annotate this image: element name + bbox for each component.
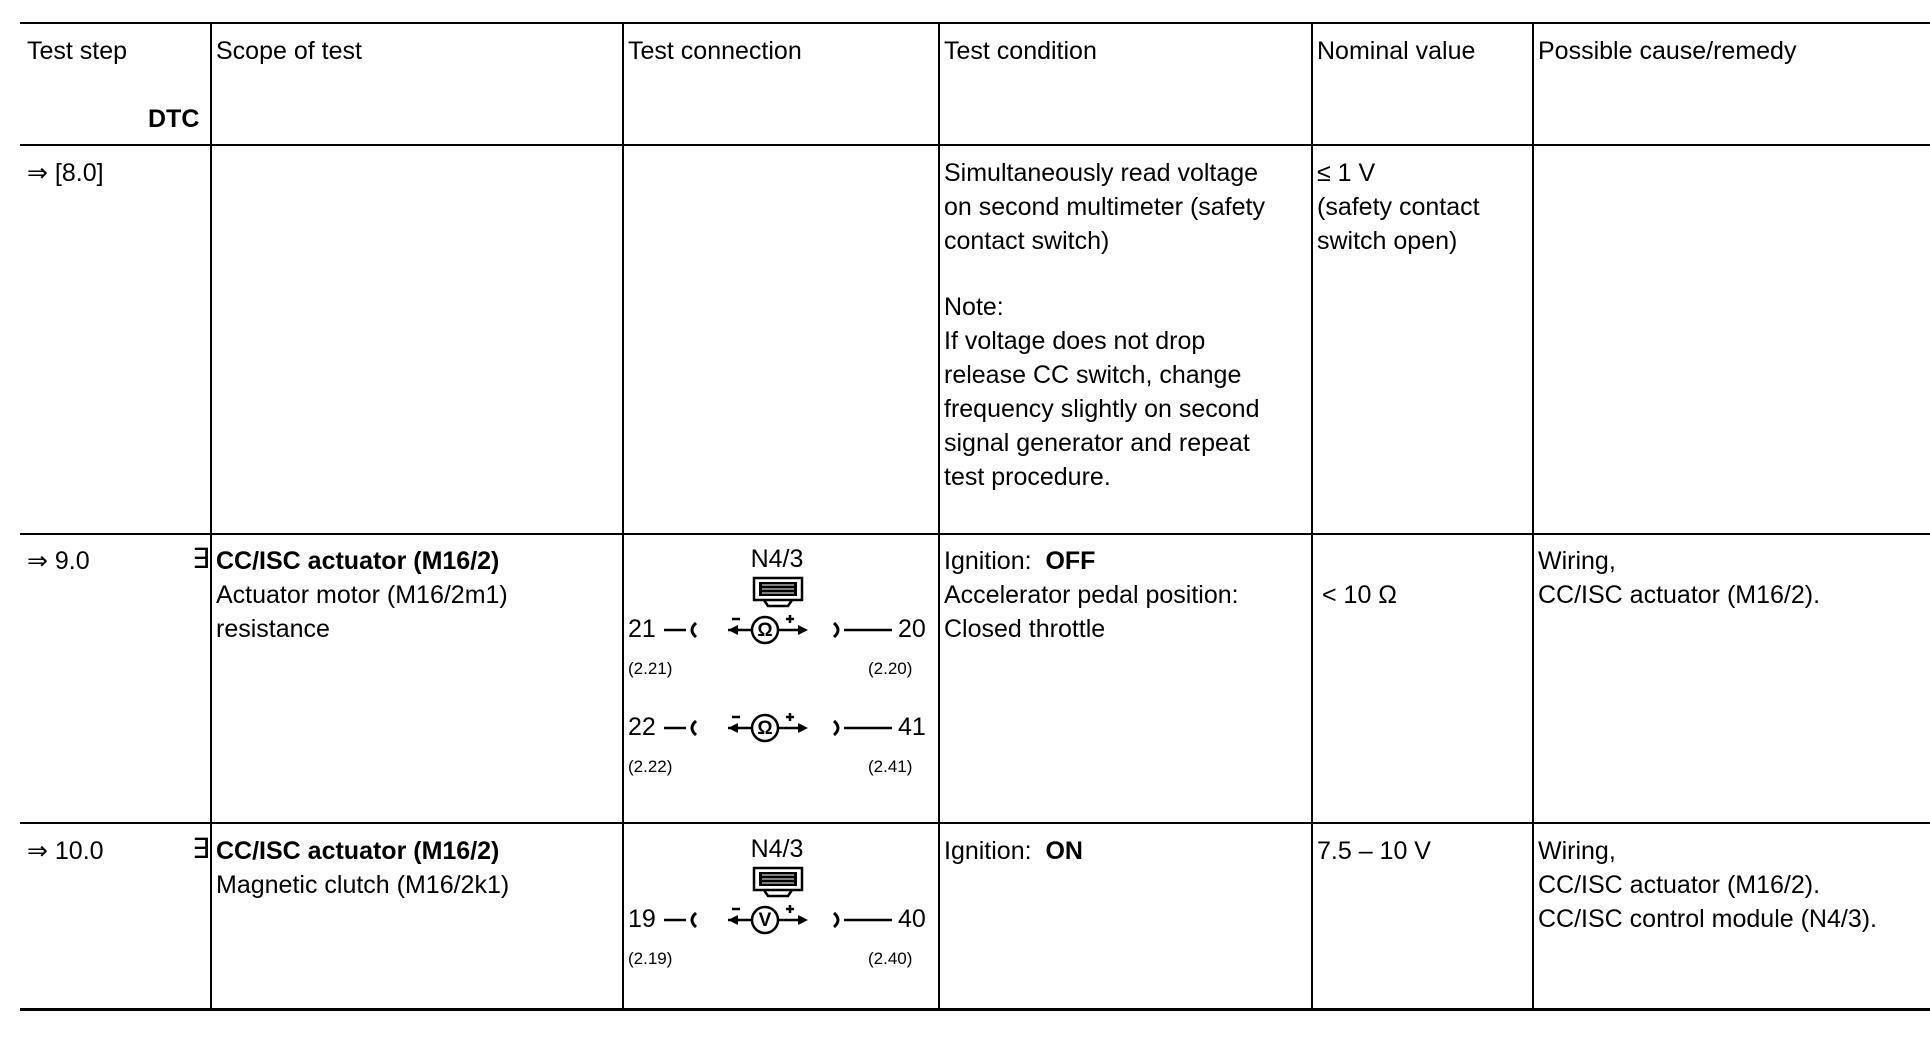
connector-icon — [752, 576, 804, 608]
test-step-10-0: ⇒ 10.0 — [27, 837, 104, 865]
remedy-9-0 — [1538, 544, 1820, 612]
test-step-8-0: ⇒ [8.0] — [27, 159, 104, 187]
remedy-line: Wiring, — [1538, 547, 1616, 575]
condition-ignition — [944, 544, 1239, 578]
column-divider — [210, 22, 212, 1010]
left-pin: 22 — [628, 713, 656, 741]
left-pin: 21 — [628, 615, 656, 643]
left-pin-ref: (2.22) — [628, 757, 673, 776]
ignition-label: Ignition: — [944, 837, 1032, 865]
scope-title: CC/ISC actuator (M16/2) — [216, 547, 500, 575]
header-dtc: DTC — [148, 105, 200, 133]
row-divider — [20, 822, 1930, 824]
condition-line: on second multimeter (safety — [944, 193, 1265, 221]
right-pin: 20 — [898, 615, 926, 643]
header-condition: Test condition — [944, 37, 1097, 65]
header-remedy: Possible cause/remedy — [1538, 37, 1797, 65]
table-bottom-rule — [20, 1008, 1930, 1011]
remedy-line: CC/ISC actuator (M16/2). — [1538, 581, 1821, 609]
note-line: frequency slightly on second — [944, 395, 1260, 423]
right-pin: 41 — [898, 713, 926, 741]
note-line: test procedure. — [944, 463, 1111, 491]
note-line: signal generator and repeat — [944, 429, 1250, 457]
ignition-label: Ignition: — [944, 547, 1032, 575]
scope-line: Magnetic clutch (M16/2k1) — [216, 871, 510, 899]
condition-line: contact switch) — [944, 227, 1110, 255]
remedy-line: CC/ISC actuator (M16/2). — [1538, 871, 1821, 899]
header-connection: Test connection — [628, 37, 802, 65]
test-connection-diagram-10-0 — [626, 830, 928, 980]
note-title: Note: — [944, 293, 1004, 321]
table-top-rule — [20, 22, 1930, 24]
nominal-line: switch open) — [1317, 227, 1458, 255]
test-condition-8-0 — [944, 156, 1265, 494]
scope-title: CC/ISC actuator (M16/2) — [216, 837, 500, 865]
left-pin-ref: (2.21) — [628, 659, 673, 678]
ignition-state: ON — [1045, 837, 1083, 865]
scope-line: resistance — [216, 615, 330, 643]
header-nominal: Nominal value — [1317, 37, 1476, 65]
remedy-line: CC/ISC control module (N4/3). — [1538, 905, 1878, 933]
right-pin-ref: (2.41) — [868, 757, 913, 776]
nominal-line: ≤ 1 V — [1317, 159, 1376, 187]
right-pin: 40 — [898, 905, 926, 933]
connector-label: N4/3 — [750, 835, 804, 863]
column-divider — [1532, 22, 1534, 1010]
meter-symbol: V — [758, 910, 772, 931]
scope-of-test-9-0 — [216, 544, 508, 646]
connector-icon — [752, 866, 804, 898]
nominal-line: (safety contact — [1317, 193, 1480, 221]
right-pin-ref: (2.20) — [868, 659, 913, 678]
left-pin-ref: (2.19) — [628, 949, 673, 968]
probe-leads-icon — [660, 708, 894, 748]
left-pin: 19 — [628, 905, 656, 933]
column-divider — [622, 22, 624, 1010]
test-step-9-0: ⇒ 9.0 — [27, 547, 90, 575]
scope-of-test-10-0 — [216, 834, 509, 902]
note-line: release CC switch, change — [944, 361, 1242, 389]
test-condition-10-0 — [944, 834, 1083, 868]
condition-line: Simultaneously read voltage — [944, 159, 1259, 187]
condition-line: Accelerator pedal position: — [944, 581, 1239, 609]
meter-symbol: Ω — [757, 718, 773, 739]
dtc-exists-marker: ∃ — [192, 833, 210, 864]
dtc-exists-marker: ∃ — [192, 543, 210, 574]
test-condition-9-0 — [944, 544, 1239, 646]
column-divider — [1311, 22, 1313, 1010]
ignition-state: OFF — [1045, 547, 1096, 575]
remedy-10-0 — [1538, 834, 1877, 936]
scope-line: Actuator motor (M16/2m1) — [216, 581, 508, 609]
header-bottom-rule — [20, 144, 1930, 146]
probe-leads-icon — [660, 610, 894, 650]
connector-label: N4/3 — [750, 545, 804, 573]
condition-line: Closed throttle — [944, 615, 1106, 643]
remedy-line: Wiring, — [1538, 837, 1616, 865]
header-scope: Scope of test — [216, 37, 362, 65]
nominal-value-10-0: 7.5 – 10 V — [1317, 837, 1431, 865]
probe-leads-icon — [660, 900, 894, 940]
meter-symbol: Ω — [757, 620, 773, 641]
note-line: If voltage does not drop — [944, 327, 1206, 355]
header-test-step: Test step — [27, 37, 128, 65]
right-pin-ref: (2.40) — [868, 949, 913, 968]
nominal-value-8-0 — [1317, 156, 1480, 258]
column-divider — [938, 22, 940, 1010]
row-divider — [20, 533, 1930, 535]
nominal-value-9-0: < 10 Ω — [1322, 581, 1397, 609]
test-connection-diagram-9-0 — [626, 540, 928, 780]
